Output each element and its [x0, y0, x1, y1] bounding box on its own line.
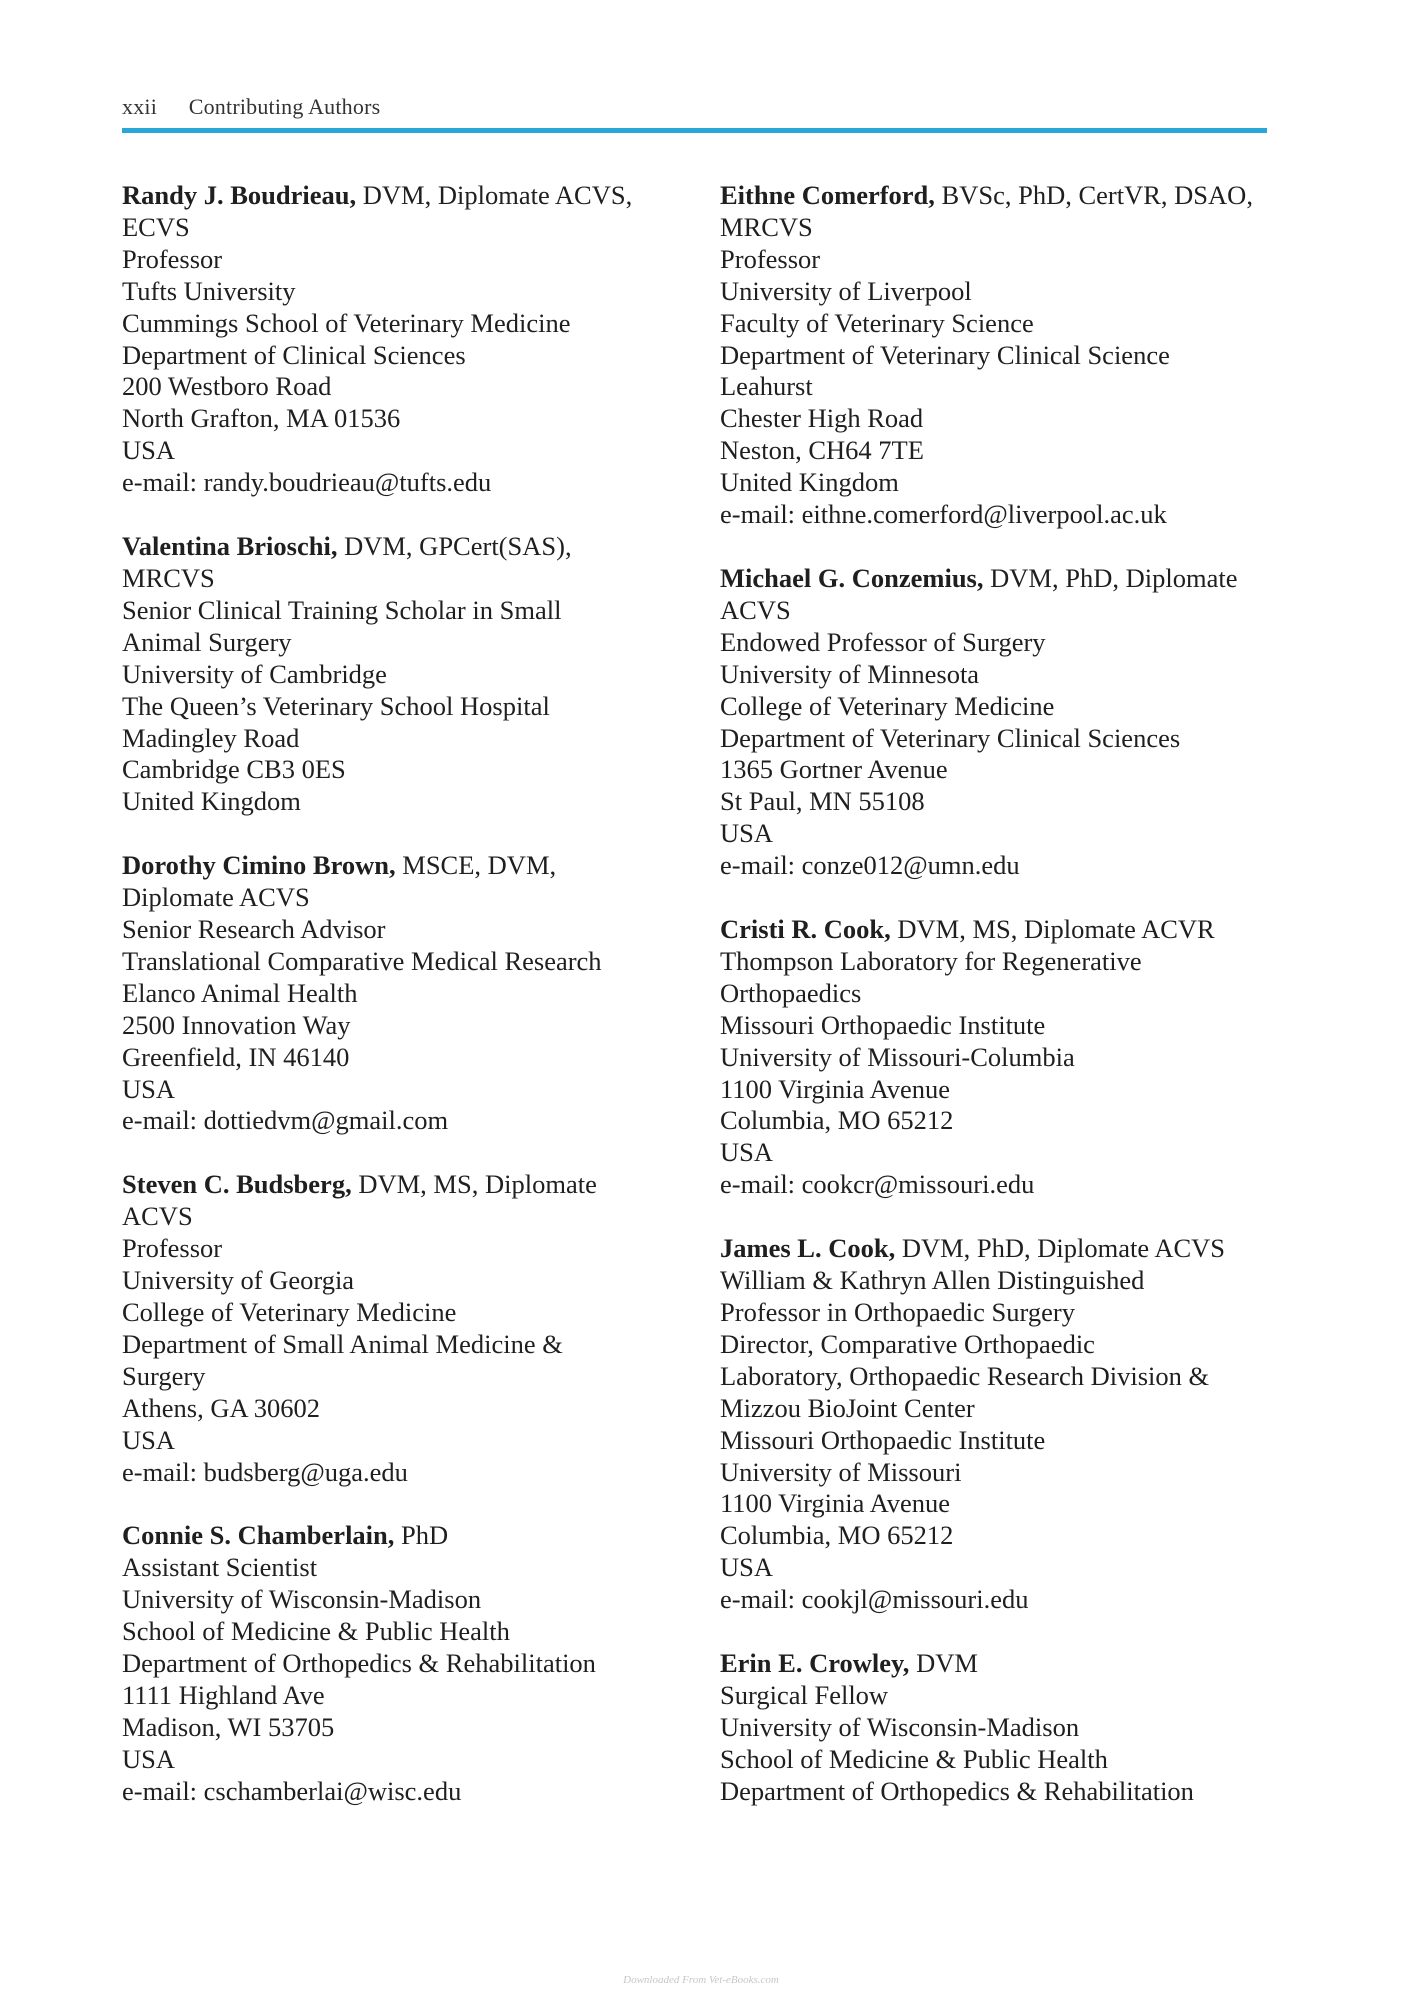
author-entry — [122, 531, 692, 818]
author-affiliation-line: ACVS — [720, 594, 791, 625]
author-name: Randy J. Boudrieau, — [122, 180, 357, 210]
author-affiliation-line: Columbia, MO 65212 — [720, 1105, 954, 1136]
author-affiliation-line: 2500 Innovation Way — [122, 1009, 351, 1040]
author-affiliation-line: e-mail: budsberg@uga.edu — [122, 1456, 408, 1487]
author-credentials: PhD — [394, 1520, 449, 1551]
author-name-line — [720, 1233, 1290, 1265]
author-affiliation-line: Professor in Orthopaedic Surgery — [720, 1297, 1075, 1327]
author-affiliation-line: Department of Small Animal Medicine & — [122, 1328, 563, 1359]
author-name-line — [122, 1169, 692, 1201]
author-credentials: BVSc, PhD, CertVR, DSAO, — [934, 180, 1253, 210]
author-affiliation-line: Senior Research Advisor — [122, 914, 386, 945]
author-affiliation-line: College of Veterinary Medicine — [720, 690, 1055, 721]
footer-watermark: Downloaded From Vet-eBooks.com — [623, 1974, 779, 1986]
author-affiliation-line: Translational Comparative Medical Research — [122, 945, 602, 976]
author-name-line — [122, 1520, 692, 1552]
author-name-line — [720, 563, 1290, 595]
author-credentials: DVM, Diplomate ACVS, — [356, 180, 633, 210]
author-affiliation-line: Laboratory, Orthopaedic Research Division & — [720, 1360, 1210, 1391]
author-credentials: DVM, GPCert(SAS), — [337, 531, 572, 562]
author-affiliation-line: Professor — [122, 1233, 223, 1264]
author-credentials: DVM, PhD, Diplomate — [983, 562, 1238, 593]
author-affiliation-line: e-mail: cschamberlai@wisc.edu — [122, 1775, 462, 1806]
author-affiliation-line: Cambridge CB3 0ES — [122, 754, 346, 785]
author-entry — [720, 563, 1290, 882]
author-affiliation-line: Animal Surgery — [122, 626, 292, 657]
author-affiliation-line: United Kingdom — [122, 786, 301, 817]
author-affiliation-line: Athens, GA 30602 — [122, 1392, 321, 1423]
author-affiliation-line: e-mail: cookjl@missouri.edu — [720, 1584, 1029, 1615]
author-affiliation-line: University of Wisconsin-Madison — [122, 1584, 482, 1615]
author-affiliation-line: USA — [122, 435, 176, 466]
author-affiliation-line: United Kingdom — [720, 467, 899, 498]
author-affiliation-line: Department of Veterinary Clinical Science — [720, 339, 1170, 370]
author-credentials: MSCE, DVM, — [395, 850, 557, 881]
author-affiliation-line: School of Medicine & Public Health — [720, 1743, 1108, 1774]
author-affiliation-line: Department of Orthopedics & Rehabilitation — [122, 1648, 596, 1679]
left-column — [122, 180, 692, 1840]
author-affiliation-line: University of Missouri — [720, 1456, 962, 1487]
author-affiliation-line: USA — [122, 1424, 176, 1455]
author-affiliation-line: Assistant Scientist — [122, 1552, 318, 1583]
author-affiliation-line: William & Kathryn Allen Distinguished — [720, 1265, 1145, 1296]
author-name-line — [720, 914, 1290, 946]
section-title: Contributing Authors — [188, 94, 381, 119]
author-affiliation-line: Columbia, MO 65212 — [720, 1520, 954, 1551]
author-affiliation-line: Tufts University — [122, 275, 296, 306]
author-affiliation-line: Orthopaedics — [720, 977, 862, 1008]
author-affiliation-line: Madison, WI 53705 — [122, 1711, 335, 1742]
author-affiliation-line: USA — [720, 818, 774, 849]
author-affiliation-line: USA — [720, 1552, 774, 1583]
author-affiliation-line: ECVS — [122, 211, 190, 242]
author-credentials: DVM, MS, Diplomate — [351, 1169, 597, 1200]
author-affiliation-line: Professor — [122, 243, 223, 274]
author-affiliation-line: e-mail: cookcr@missouri.edu — [720, 1169, 1035, 1200]
author-affiliation-line: Chester High Road — [720, 403, 924, 434]
header-rule — [122, 128, 1267, 133]
author-name: Dorothy Cimino Brown, — [122, 850, 396, 881]
author-affiliation-line: e-mail: eithne.comerford@liverpool.ac.uk — [720, 499, 1167, 530]
author-affiliation-line: Department of Veterinary Clinical Sciences — [720, 722, 1181, 753]
author-entry — [720, 1648, 1290, 1808]
page-number: xxii — [122, 94, 158, 119]
author-affiliation-line: University of Wisconsin-Madison — [720, 1711, 1080, 1742]
author-affiliation-line: e-mail: dottiedvm@gmail.com — [122, 1105, 449, 1136]
author-credentials: DVM — [909, 1648, 978, 1679]
author-name: Steven C. Budsberg, — [122, 1169, 352, 1200]
author-affiliation-line: Endowed Professor of Surgery — [720, 626, 1046, 657]
right-column — [720, 180, 1290, 1840]
author-affiliation-line: USA — [122, 1073, 176, 1104]
author-name-line — [122, 850, 692, 882]
author-affiliation-line: School of Medicine & Public Health — [122, 1616, 510, 1647]
author-affiliation-line: Faculty of Veterinary Science — [720, 307, 1034, 338]
author-affiliation-line: 200 Westboro Road — [122, 371, 332, 402]
author-name: Michael G. Conzemius, — [720, 562, 984, 593]
author-entry — [122, 1520, 692, 1807]
author-name-line — [720, 180, 1290, 212]
author-entry — [122, 1169, 692, 1488]
author-affiliation-line: Thompson Laboratory for Regenerative — [720, 945, 1142, 976]
author-affiliation-line: Diplomate ACVS — [122, 882, 310, 913]
author-affiliation-line: University of Georgia — [122, 1265, 355, 1296]
author-affiliation-line: MRCVS — [720, 211, 813, 242]
author-affiliation-line: USA — [122, 1743, 176, 1774]
author-name: Cristi R. Cook, — [720, 914, 891, 945]
author-entry — [720, 914, 1290, 1201]
author-affiliation-line: College of Veterinary Medicine — [122, 1297, 457, 1327]
author-affiliation-line: e-mail: randy.boudrieau@tufts.edu — [122, 467, 492, 498]
author-name-line — [720, 1648, 1290, 1680]
author-affiliation-line: Professor — [720, 243, 821, 274]
author-affiliation-line: Neston, CH64 7TE — [720, 435, 924, 466]
author-affiliation-line: Cummings School of Veterinary Medicine — [122, 307, 571, 338]
author-affiliation-line: 1365 Gortner Avenue — [720, 754, 948, 785]
author-affiliation-line: Madingley Road — [122, 722, 300, 753]
author-affiliation-line: University of Cambridge — [122, 658, 387, 689]
author-name: Eithne Comerford, — [720, 180, 935, 210]
running-header — [122, 94, 380, 120]
author-affiliation-line: Department of Clinical Sciences — [122, 339, 466, 370]
author-affiliation-line: Elanco Animal Health — [122, 977, 358, 1008]
author-affiliation-line: Department of Orthopedics & Rehabilitation — [720, 1775, 1194, 1806]
author-affiliation-line: Missouri Orthopaedic Institute — [720, 1009, 1046, 1040]
author-name: Valentina Brioschi, — [122, 531, 338, 562]
author-name: James L. Cook, — [720, 1233, 896, 1264]
author-affiliation-line: Leahurst — [720, 371, 813, 402]
author-affiliation-line: Missouri Orthopaedic Institute — [720, 1424, 1046, 1455]
author-credentials: DVM, MS, Diplomate ACVR — [890, 914, 1215, 945]
author-affiliation-line: Mizzou BioJoint Center — [720, 1392, 975, 1423]
author-name: Connie S. Chamberlain, — [122, 1520, 395, 1551]
author-affiliation-line: Greenfield, IN 46140 — [122, 1041, 350, 1072]
author-affiliation-line: Surgical Fellow — [720, 1679, 889, 1710]
author-credentials: DVM, PhD, Diplomate ACVS — [895, 1233, 1226, 1264]
author-affiliation-line: North Grafton, MA 01536 — [122, 403, 401, 434]
author-affiliation-line: MRCVS — [122, 562, 215, 593]
author-affiliation-line: e-mail: conze012@umn.edu — [720, 850, 1020, 881]
author-affiliation-line: The Queen’s Veterinary School Hospital — [122, 690, 550, 721]
author-affiliation-line: ACVS — [122, 1201, 193, 1232]
author-affiliation-line: University of Liverpool — [720, 275, 972, 306]
author-affiliation-line: Surgery — [122, 1360, 206, 1391]
author-entry — [122, 180, 692, 499]
author-entry — [122, 850, 692, 1137]
author-name-line — [122, 180, 692, 212]
author-affiliation-line: St Paul, MN 55108 — [720, 786, 925, 817]
author-entry — [720, 180, 1290, 531]
author-affiliation-line: 1100 Virginia Avenue — [720, 1488, 951, 1519]
author-affiliation-line: 1111 Highland Ave — [122, 1679, 325, 1710]
author-name-line — [122, 531, 692, 563]
author-affiliation-line: University of Minnesota — [720, 658, 980, 689]
author-affiliation-line: 1100 Virginia Avenue — [720, 1073, 951, 1104]
author-affiliation-line: University of Missouri-Columbia — [720, 1041, 1075, 1072]
author-affiliation-line: USA — [720, 1137, 774, 1168]
author-affiliation-line: Senior Clinical Training Scholar in Small — [122, 594, 562, 625]
author-entry — [720, 1233, 1290, 1616]
author-affiliation-line: Director, Comparative Orthopaedic — [720, 1328, 1095, 1359]
author-name: Erin E. Crowley, — [720, 1648, 910, 1679]
